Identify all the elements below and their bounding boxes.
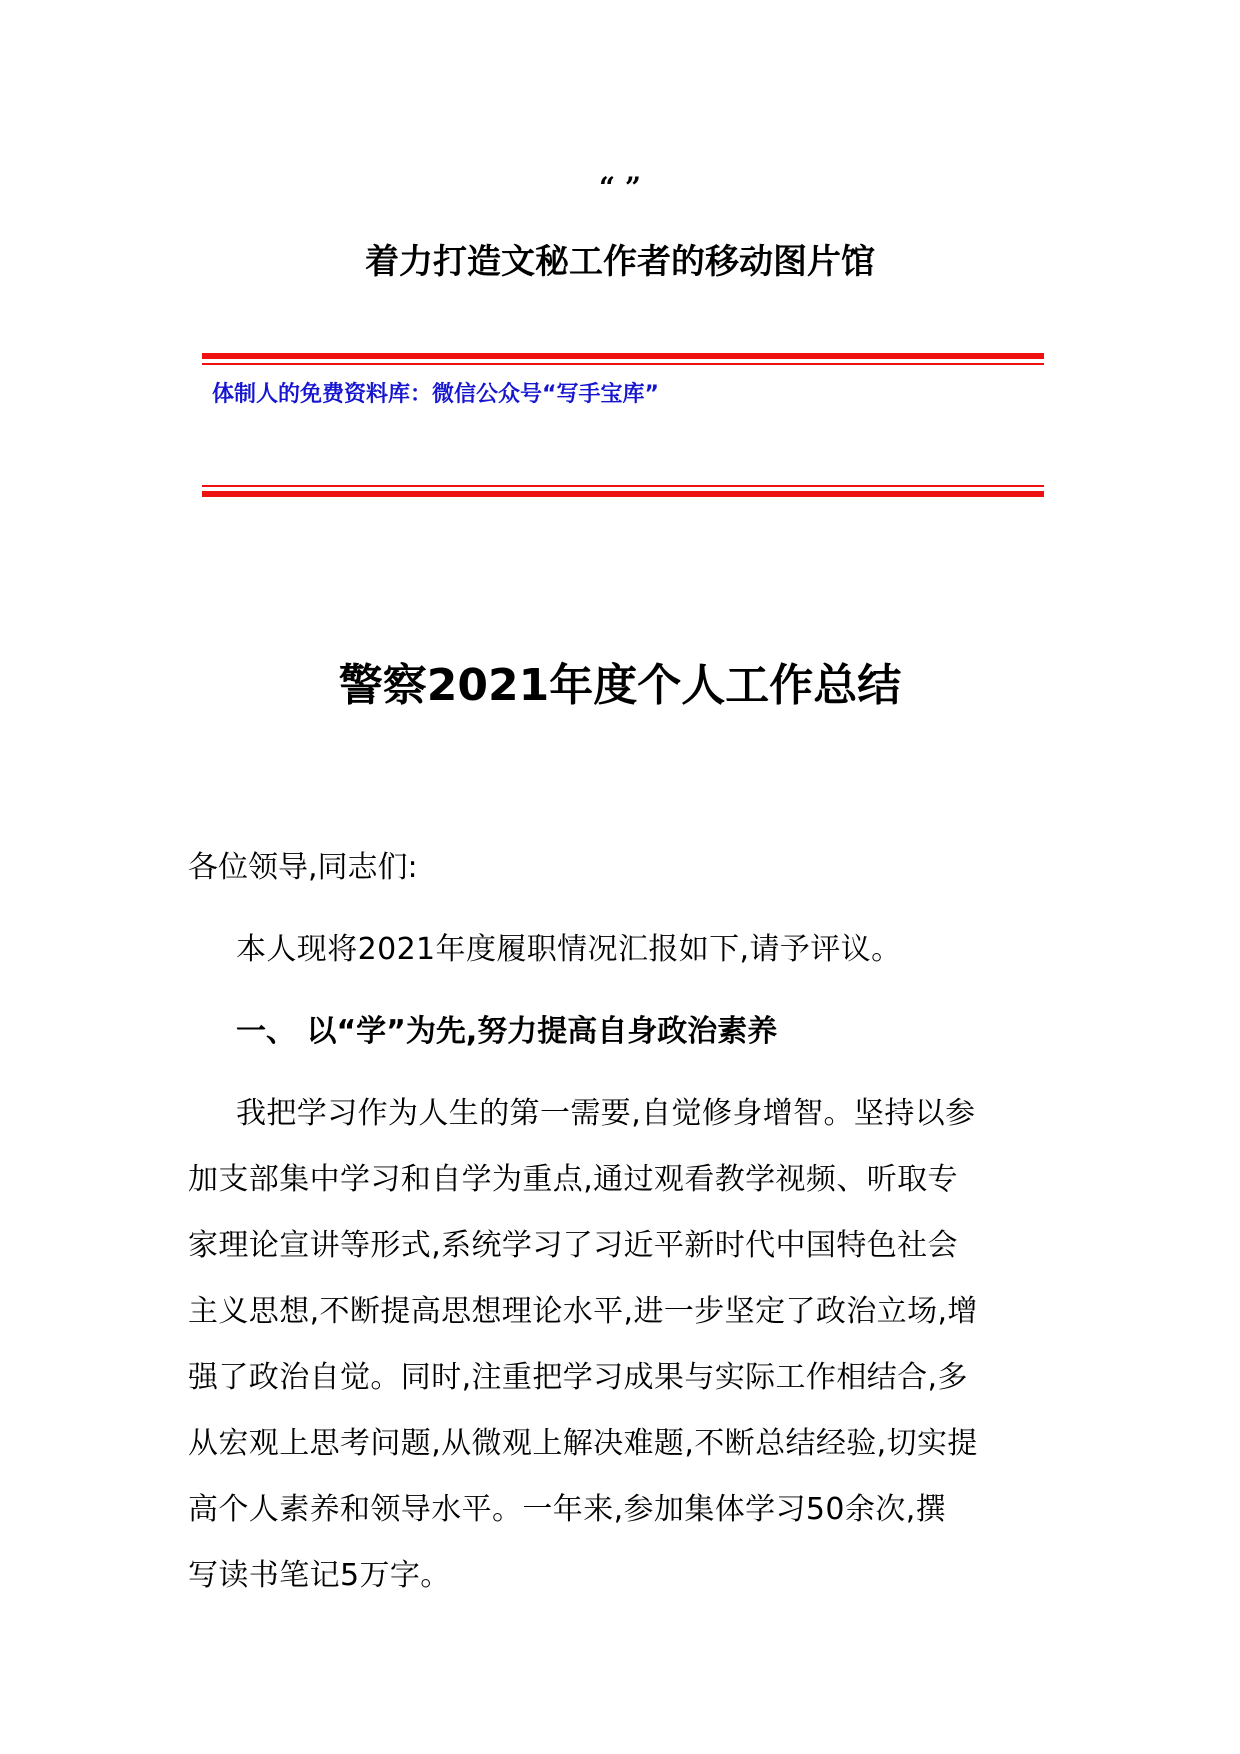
paragraph-line: 强了政治自觉。同时,注重把学习成果与实际工作相结合,多 xyxy=(188,1360,968,1395)
paragraph-line: 写读书笔记5万字。 xyxy=(188,1558,451,1593)
bottom-red-rule-thick xyxy=(202,491,1044,497)
banner-text: 体制人的免费资料库：微信公众号“写手宝库” xyxy=(212,382,659,407)
top-red-rule-thick xyxy=(202,353,1044,359)
paragraph-line: 加支部集中学习和自学为重点,通过观看教学视频、听取专 xyxy=(188,1162,958,1197)
paragraph-line: 从宏观上思考问题,从微观上解决难题,不断总结经验,切实提 xyxy=(188,1426,978,1461)
top-red-rule-thin xyxy=(202,363,1044,365)
intro-paragraph: 本人现将2021年度履职情况汇报如下,请予评议。 xyxy=(236,932,902,967)
quote-marks: “ ” xyxy=(599,171,641,204)
paragraph-line: 家理论宣讲等形式,系统学习了习近平新时代中国特色社会 xyxy=(188,1228,958,1263)
bottom-red-rule-thin xyxy=(202,485,1044,487)
paragraph-line: 高个人素养和领导水平。一年来,参加集体学习50余次,撰 xyxy=(188,1492,947,1527)
header-subtitle: 着力打造文秘工作者的移动图片馆 xyxy=(365,242,875,282)
document-title: 警察2021年度个人工作总结 xyxy=(338,660,902,711)
section-heading: 一、 以“学”为先,努力提高自身政治素养 xyxy=(236,1014,778,1049)
paragraph-line: 主义思想,不断提高思想理论水平,进一步坚定了政治立场,增 xyxy=(188,1294,978,1329)
salutation: 各位领导,同志们: xyxy=(188,850,418,885)
paragraph-line: 我把学习作为人生的第一需要,自觉修身增智。坚持以参 xyxy=(236,1096,976,1131)
